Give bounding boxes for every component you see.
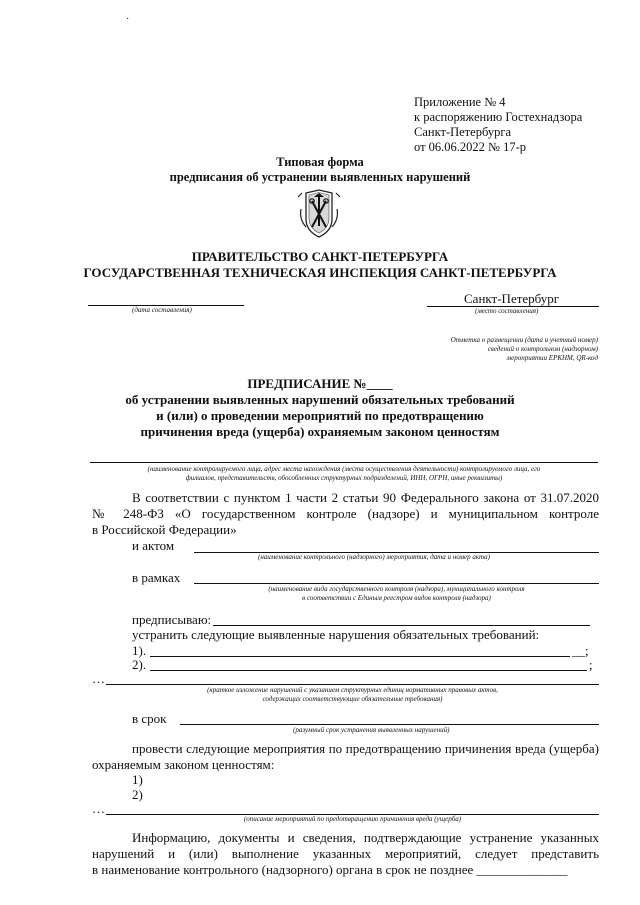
measures-line: охраняемым законом ценностям: bbox=[92, 757, 275, 772]
subject-line bbox=[90, 462, 598, 463]
legal-basis-line: № 248-ФЗ «О государственном контроле (надзоре) и муниципальном контроле bbox=[92, 506, 599, 521]
date-caption: (дата составления) bbox=[132, 306, 192, 314]
closing-line: Информацию, документы и сведения, подтверждающие устранение указанных bbox=[132, 830, 599, 845]
measure-item-2: 2) bbox=[132, 787, 143, 802]
legal-basis-line: В соответствии с пунктом 1 части 2 статьи 90 Федерального закона от 31.07.2020 bbox=[132, 490, 599, 505]
deadline-line bbox=[180, 724, 599, 725]
authority-line: ГОСУДАРСТВЕННАЯ ТЕХНИЧЕСКАЯ ИНСПЕКЦИЯ САНКТ-ПЕТЕРБУРГА bbox=[83, 265, 557, 280]
saint-petersburg-coat-of-arms-icon bbox=[296, 189, 342, 239]
scan-mark: · bbox=[126, 14, 130, 25]
violation-line-2 bbox=[150, 670, 587, 671]
appendix-block bbox=[414, 95, 582, 155]
subject-caption bbox=[84, 465, 604, 483]
note-line: мероприятии ЕРКНМ, QR-код bbox=[506, 354, 598, 362]
appendix-line: к распоряжению Гостехнадзора bbox=[414, 110, 583, 124]
act-caption: (наименование контрольного (надзорного) мероприятия, дата и номер акта) bbox=[258, 553, 490, 561]
measures-line: провести следующие мероприятия по предотвращению причинения вреда (ущерба) bbox=[132, 741, 599, 756]
caption-line: (наименование вида государственного контроля (надзора), муниципального контроля bbox=[268, 585, 525, 593]
deadline-label: в срок bbox=[132, 711, 167, 726]
violation-line-1 bbox=[150, 656, 570, 657]
framework-line bbox=[194, 583, 599, 584]
note-line: Отметка о размещении (дата и учетный номер) bbox=[450, 336, 598, 344]
measures-ellipsis: … bbox=[92, 801, 105, 816]
form-title-line: Типовая форма bbox=[276, 155, 364, 169]
caption-line: в соответствии с Единым реестром видов контроля (надзора) bbox=[302, 594, 491, 602]
title-line: и (или) о проведении мероприятий по предотвращению bbox=[156, 408, 484, 423]
document-title bbox=[0, 376, 640, 440]
legal-basis-line: в Российской Федерации» bbox=[92, 522, 237, 537]
closing-line: нарушений и (или) выполнение указанных мероприятий, следует представить bbox=[92, 846, 599, 861]
violation-end-2: ; bbox=[589, 657, 593, 672]
appendix-line: от 06.06.2022 № 17-р bbox=[414, 140, 527, 154]
form-title bbox=[0, 155, 640, 185]
caption-line: филиалов, представительств, обособленных структурных подразделений, ИНН, ОГРН, иные реквизиты) bbox=[185, 474, 503, 482]
appendix-line: Приложение № 4 bbox=[414, 95, 506, 109]
title-line: об устранении выявленных нарушений обязательных требований bbox=[125, 392, 515, 407]
violation-ellipsis: … bbox=[92, 671, 105, 686]
deadline-caption: (разумный срок устранения выявленных нарушений) bbox=[293, 726, 450, 734]
violation-item-1: 1). bbox=[132, 643, 147, 658]
title-line: причинения вреда (ущерба) охраняемым законом ценностям bbox=[140, 424, 500, 439]
measures-caption: (описание мероприятий по предотвращению причинения вреда (ущерба) bbox=[243, 815, 462, 823]
violation-end-1: __; bbox=[572, 643, 589, 658]
violation-caption bbox=[106, 686, 599, 704]
authority-line: ПРАВИТЕЛЬСТВО САНКТ-ПЕТЕРБУРГА bbox=[191, 249, 449, 264]
registration-note bbox=[451, 336, 598, 363]
caption-line: (краткое изложение нарушений с указанием структурных единиц нормативных правовых актов, bbox=[207, 686, 498, 694]
violation-item-2: 2). bbox=[132, 657, 147, 672]
measure-item-1: 1) bbox=[132, 772, 143, 787]
caption-line: содержащих соответствующие обязательные требования) bbox=[262, 695, 443, 703]
violation-line-3 bbox=[106, 684, 599, 685]
note-line: сведений о контрольном (надзорном) bbox=[487, 345, 598, 353]
city: Санкт-Петербург bbox=[464, 291, 560, 306]
framework-caption bbox=[194, 585, 599, 603]
act-label: и актом bbox=[132, 538, 175, 553]
place-caption: (место составления) bbox=[475, 307, 539, 315]
eliminate-text: устранить следующие выявленные нарушения обязательных требований: bbox=[132, 627, 540, 642]
prescribe-line bbox=[213, 625, 590, 626]
form-title-line: предписания об устранении выявленных нарушений bbox=[169, 170, 471, 184]
authority-header bbox=[0, 249, 640, 281]
closing-line: в наименование контрольного (надзорного) органа в срок не позднее ______________ bbox=[92, 862, 568, 877]
prescribe-label: предписываю: bbox=[132, 612, 212, 627]
framework-label: в рамках bbox=[132, 570, 181, 585]
appendix-line: Санкт-Петербурга bbox=[414, 125, 512, 139]
title-heading: ПРЕДПИСАНИЕ №____ bbox=[247, 376, 393, 391]
caption-line: (наименование контролируемого лица, адрес места нахождения (места осуществления деятельности) контролируемого лица, его bbox=[147, 465, 541, 473]
